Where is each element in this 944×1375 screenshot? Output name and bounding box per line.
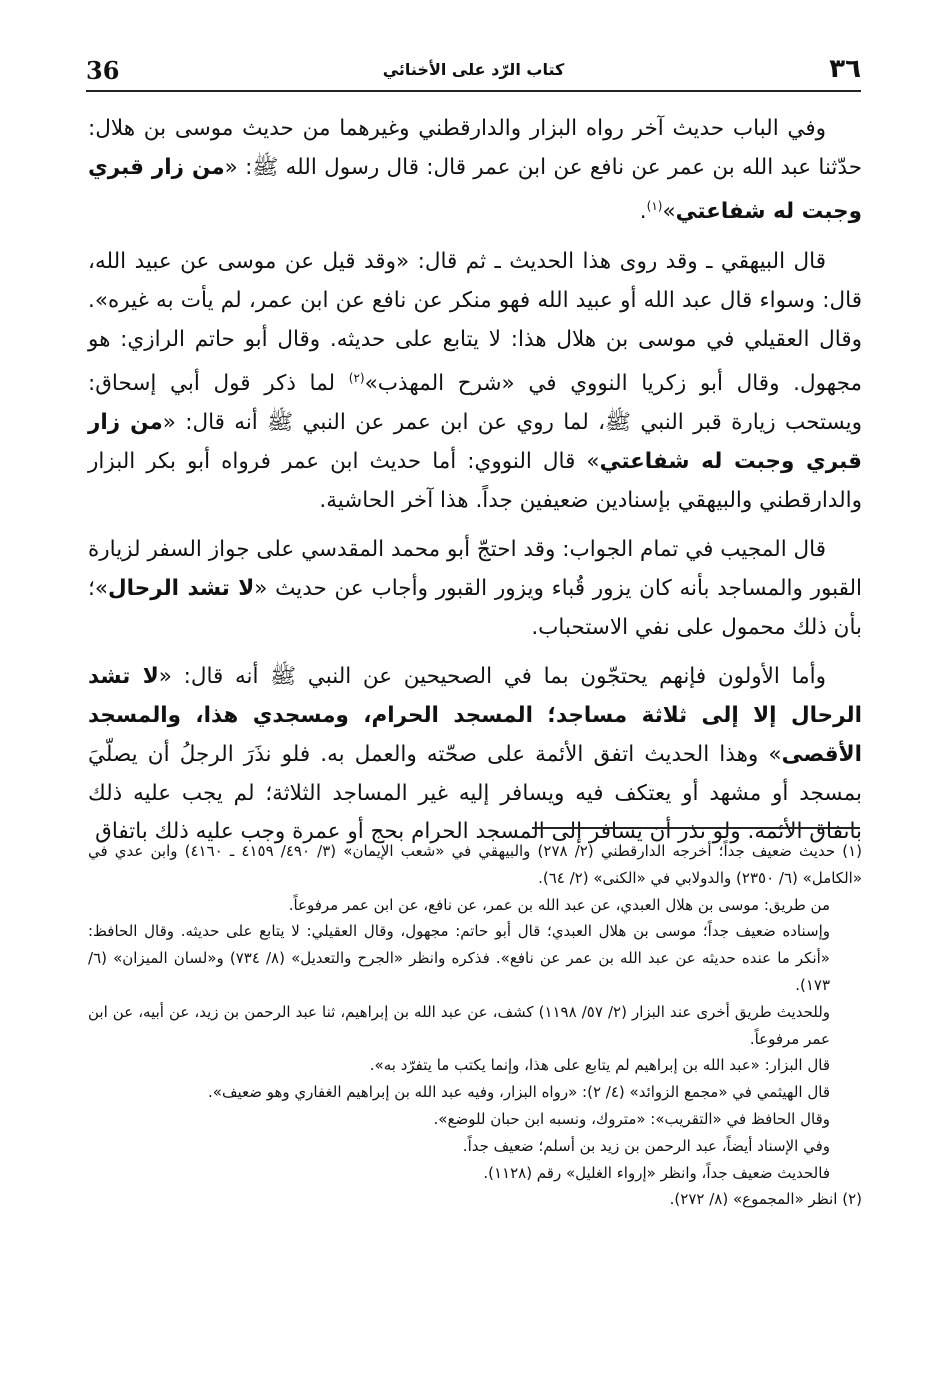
paragraph-3: قال المجيب في تمام الجواب: وقد احتجّ أبو محمد المقدسي على جواز السفر لزيارة القبور والمساجد بأنه كان يزور قُباء ويزور القبور وأجاب عن حديث «لا تشد الرحال»؛ بأن ذلك محمول على نفي الاستحباب.: [88, 537, 863, 640]
paragraph-4: وأما الأولون فإنهم يحتجّون بما في الصحيحين عن النبي ﷺ أنه قال: «لا تشد الرحال إلا إلى ثلاثة مساجد؛ المسجد الحرام، ومسجدي هذا، والمسجد الأقصى» وهذا الحديث اتفق الأئمة على صحّته والعمل به. فلو نذَرَ الرجلُ أن يصلّيَ بمسجد أو مشهد أو يعتكف فيه ويسافر إليه غير المساجد الثلاثة؛ لم يجب عليه ذلك باتفاق الأئمة. ولو نذر أن يسافر إلى المسجد الحرام بحج أو عمرة وجب عليه ذلك باتفاق: [88, 664, 862, 845]
footnote-ref-1[interactable]: (١): [646, 199, 663, 214]
hadith-quote: لا تشد الرحال: [108, 576, 255, 602]
footnote-divider: [532, 827, 860, 829]
footnote-line: قال البزار: «عبد الله بن إبراهيم لم يتابع على هذا، وإنما يكتب ما يتفرّد به».: [369, 1056, 830, 1075]
footnote-ref-2[interactable]: (٢): [348, 371, 365, 386]
footnote-line: وللحديث طريق أخرى عند البزار (٢/ ٥٧/ ١١٩٨) كشف، عن عبد الله بن إبراهيم، ثنا عبد الرحمن بن زيد، عن أبيه، عن ابن عمر مرفوعاً.: [88, 1002, 831, 1048]
paragraph-1: وفي الباب حديث آخر رواه البزار والدارقطني وغيرهما من حديث موسى بن هلال: حدّثنا عبد الله بن عمر عن نافع عن ابن عمر قال: قال رسول الله ﷺ: «من زار قبري وجبت له شفاعتي»$^{(١)}$.: [88, 116, 862, 225]
paragraph-2: قال البيهقي ـ وقد روى هذا الحديث ـ ثم قال: «وقد قيل عن موسى عن عبيد الله، قال: وسواء قال عبد الله أو عبيد الله فهو منكر عن نافع عن ابن عمر، لم يأت به غيره». وقال العقيلي في موسى بن هلال هذا: لا يتابع على حديثه. وقال أبو حاتم الرازي: هو مجهول. وقال أبو زكريا النووي في «شرح المهذب»$^{(٢)}$ لما ذكر قول أبي إسحاق: ويستحب زيارة قبر النبي ﷺ، لما روي عن ابن عمر عن النبي ﷺ أنه قال: «من زار قبري وجبت له شفاعتي» قال النووي: أما حديث ابن عمر فرواه أبو بكر البزار والدارقطني والبيهقي بإسنادين ضعيفين جداً. هذا آخر الحاشية.: [88, 249, 862, 513]
hadith-quote: من زار قبري وجبت له شفاعتي: [88, 154, 862, 225]
page-header: [86, 52, 861, 92]
footnote-line: وفي الإسناد أيضاً، عبد الرحمن بن زيد بن أسلم؛ ضعيف جداً.: [462, 1136, 830, 1155]
hadith-quote: لا تشد الرحال إلا إلى ثلاثة مساجد؛ المسجد الحرام، ومسجدي هذا، والمسجد الأقصى: [88, 664, 862, 767]
footnote-line: فالحديث ضعيف جداً، وانظر «إرواء الغليل» رقم (١١٢٨).: [483, 1163, 830, 1182]
footnote-line: وإسناده ضعيف جداً؛ موسى بن هلال العبدي؛ قال أبو حاتم: مجهول، وقال العقيلي: لا يتابع على حديثه. وقال الحافظ: «أنكر ما عنده حديثه عن عبد الله بن عمر عن نافع». فذكره وانظر «الجرح والتعديل» (٨/ ٧٣٤) و«لسان الميزان» (٦/ ١٧٣).: [88, 922, 830, 994]
main-text: [88, 110, 862, 863]
book-title: كتاب الرّد على الأخنائي: [382, 60, 565, 79]
footnote-2: (٢) انظر «المجموع» (٨/ ٢٧٢).: [669, 1190, 862, 1209]
page-number-arabic: ٣٦: [829, 54, 861, 84]
page-number-latin: 36: [86, 56, 120, 85]
footnote-line: قال الهيثمي في «مجمع الزوائد» (٤/ ٢): «رواه البزار، وفيه عبد الله بن إبراهيم الغفاري وهو ضعيف».: [208, 1083, 830, 1102]
hadith-quote: من زار قبري وجبت له شفاعتي: [88, 410, 862, 474]
footnote-line: من طريق: موسى بن هلال العبدي، عن عبد الله بن عمر، عن نافع، عن ابن عمر مرفوعاً.: [288, 895, 830, 914]
footnote-1: (١) حديث ضعيف جداً؛ أخرجه الدارقطني (٢/ ٢٧٨) والبيهقي في «شعب الإيمان» (٣/ ٤٩٠/ ٤١٥٩ ـ ٤١٦٠) وابن عدي في «الكامل» (٦/ ٢٣٥٠) والدولابي في «الكنى» (٢/ ٦٤).: [88, 842, 863, 887]
header-divider: [86, 90, 861, 92]
footnotes: [88, 838, 862, 1213]
footnote-line: وقال الحافظ في «التقريب»: «متروك، ونسبه ابن حبان للوضع».: [433, 1109, 830, 1128]
